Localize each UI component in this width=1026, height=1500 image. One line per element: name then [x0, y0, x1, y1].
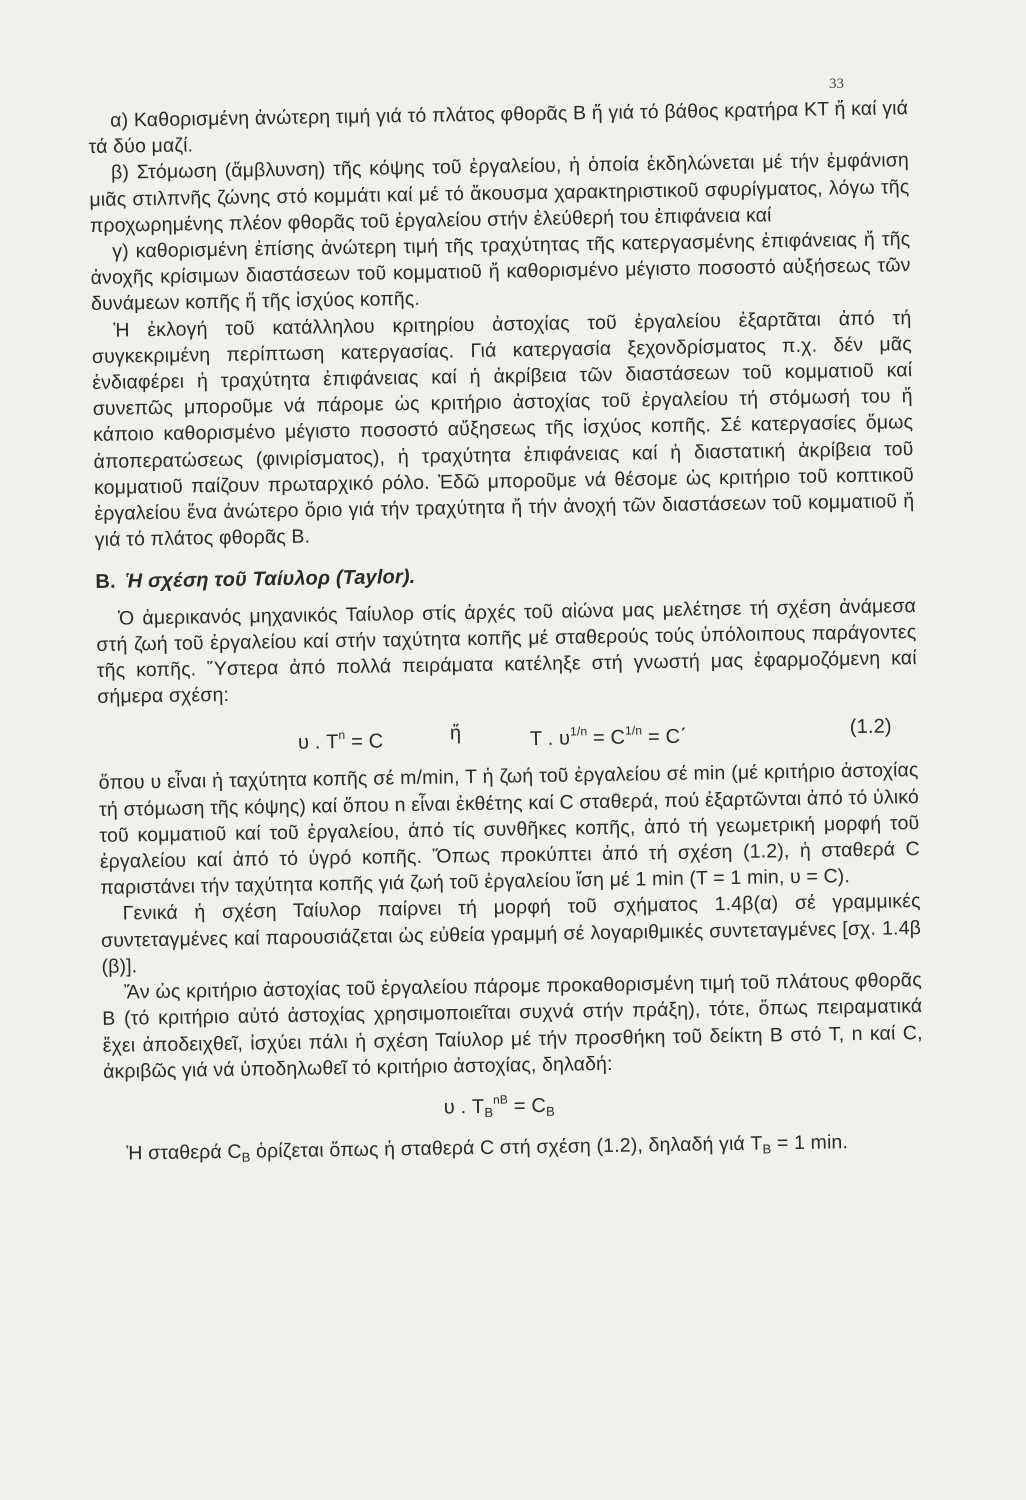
- list-item-c: γ) καθορισμένη ἐπίσης ἀνώτερη τιμή τῆς τραχύτητας τῆς κατεργασμένης ἐπιφάνειας ἤ τῆς ἀνοχῆς κρίσιμων διαστάσεων τοῦ κομματιοῦ ἤ καθορισμένο μέγιστο ποσοστό αὐξήσεως τῶν δυνάμεων κοπῆς ἤ τῆς ἰσχύος κοπῆς.: [90, 228, 911, 316]
- paragraph-general: Γενικά ἡ σχέση Ταίυλορ παίρνει τή μορφή τοῦ σχήματος 1.4β(α) σέ γραμμικές συντεταγμένες καί παρουσιάζεται ὡς εὐθεία γραμμή σέ λογαριθμικές συντεταγμένες [σχ. 1.4β (β)].: [100, 890, 922, 978]
- section-heading: [95, 557, 915, 596]
- page-number: 33: [829, 76, 844, 92]
- equation-1-2: [98, 710, 918, 757]
- paragraph-constant: Ἡ σταθερά $C_B$ ὁρίζεται ὅπως ἡ σταθερά C στή σχέση (1.2), δηλαδή γιά $T_B = 1$ min.: [126, 1131, 849, 1165]
- list-item-a: α) Καθορισμένη ἀνώτερη τιμή γιά τό πλάτος φθορᾶς B ἤ γιά τό βάθος κρατήρα KT ἤ καί γιά τά δύο μαζί.: [88, 97, 909, 159]
- equation-label: (1.2): [849, 715, 892, 739]
- section-title: Ἡ σχέση τοῦ Ταίυλορ (Taylor).: [125, 566, 416, 593]
- paragraph-criterion: Ἡ ἐκλογή τοῦ κατάλληλου κριτηρίου ἀστοχίας τοῦ ἐργαλείου ἐξαρτᾶται ἀπό τή συγκεκριμένη περίπτωση κατεργασίας. Γιά κατεργασία ξεχονδρίσματος π.χ. δέν μᾶς ἐνδιαφέρει ἡ τραχύτητα ἐπιφάνειας καί ἡ ἀκρίβεια τῶν διαστάσεων τοῦ κομματιοῦ καί συνεπῶς μποροῦμε νά πάρομε ὡς κριτήριο ἀστοχίας τοῦ ἐργαλείου τή στόμωσή του ἤ κάποιο καθορισμένο μέγιστο ποσοστό αὔξησεως τῆς ἰσχύος κοπῆς. Σέ κατεργασίες ὅμως ἀποπερατώσεως (φινιρίσματος), ἡ τραχύτητα ἐπιφάνειας καί ἡ διαστατική ἀκρίβεια τοῦ κομματιοῦ παίζουν πρωταρχικό ρόλο. Ἐδῶ μποροῦμε νά θέσομε ὡς κριτήριο τοῦ κοπτικοῦ ἐργαλείου ἕνα ἀνώτερο ὅριο γιά τήν τραχύτητα ἤ τήν ἀνοχή τῶν διαστάσεων τοῦ κομματιοῦ ἤ γιά τό πλάτος φθορᾶς B.: [91, 306, 915, 552]
- equation-or: ἤ: [449, 722, 462, 745]
- equation-left: υ . $T^n = C$: [297, 728, 384, 755]
- equation-right: T . $\upsilon^{1/n} = C^{1/n} = C΄$: [529, 723, 688, 751]
- paragraph-where: ὅπου υ εἶναι ἡ ταχύτητα κοπῆς σέ m/min, T ἡ ζωή τοῦ ἐργαλείου σέ min (μέ κριτήριο ἀστοχίας τή στόμωση τῆς κόψης) καί ὅπου n εἶναι ἐκθέτης καί C σταθερά, πού ἐξαρτῶνται ἀπό τό ὑλικό τοῦ κομματιοῦ καί τοῦ ἐργαλείου, ἀπό τίς συνθῆκες κοπῆς, ἀπό τή γεωμετρική μορφή τοῦ ἐργαλείου καί ἀπό τό ὑγρό κοπῆς. Ὅπως προκύπτει ἀπό τή σχέση (1.2), ἡ σταθερά C παριστάνει τήν ταχύτητα κοπῆς γιά ζωή τοῦ ἐργαλείου ἴση μέ 1 min (T = 1 min, υ = C).: [98, 759, 920, 900]
- paragraph-taylor: Ὁ ἀμερικανός μηχανικός Ταίυλορ στίς ἀρχές τοῦ αἰώνα μας μελέτησε τή σχέση ἀνάμεσα στή ζωή τοῦ ἐργαλείου καί στήν ταχύτητα κοπῆς μέ σταθερούς τούς ὑπόλοιπους παράγοντες τῆς κοπῆς. Ὕστερα ἀπό πολλά πειράματα κατέληξε στή γνωστή μας ἐφαρμοζόμενη καί σήμερα σχέση:: [96, 594, 917, 709]
- page-body: [88, 95, 925, 1173]
- list-item-b: β) Στόμωση (ἄμβλυνση) τῆς κόψης τοῦ ἐργαλείου, ἡ ὁποία ἐκδηλώνεται μέ τήν ἐμφάνιση μιᾶς στιλπνῆς ζώνης στό κομμάτι καί μέ τό ἄκουσμα χαρακτηριστικοῦ σφυρίγματος, λόγω τῆς προχωρημένης πλέον φθορᾶς τοῦ ἐργαλείου στήν ἐλεύθερή του ἐπιφάνεια καί: [89, 149, 910, 237]
- section-number: B.: [95, 571, 116, 594]
- equation-b: υ . $T_B^{nB} = C_B$: [443, 1092, 555, 1120]
- paragraph-if: Ἄν ὡς κριτήριο ἀστοχίας τοῦ ἐργαλείου πάρομε προκαθορισμένη τιμή τοῦ πλάτους φθορᾶς B (τό κριτήριο αὐτό ἀστοχίας χρησιμοποιεῖται συχνά στήν πράξη), τότε, ὅπως πειραματικά ἔχει ἀποδειχθεῖ, ἰσχύει πάλι ἡ σχέση Ταίυλορ μέ τήν προσθήκη τοῦ δείκτη B στό T, n καί C, ἀκριβῶς γιά νά ὑποδηλωθεῖ τό κριτήριο ἀστοχίας, δηλαδή:: [102, 969, 923, 1083]
